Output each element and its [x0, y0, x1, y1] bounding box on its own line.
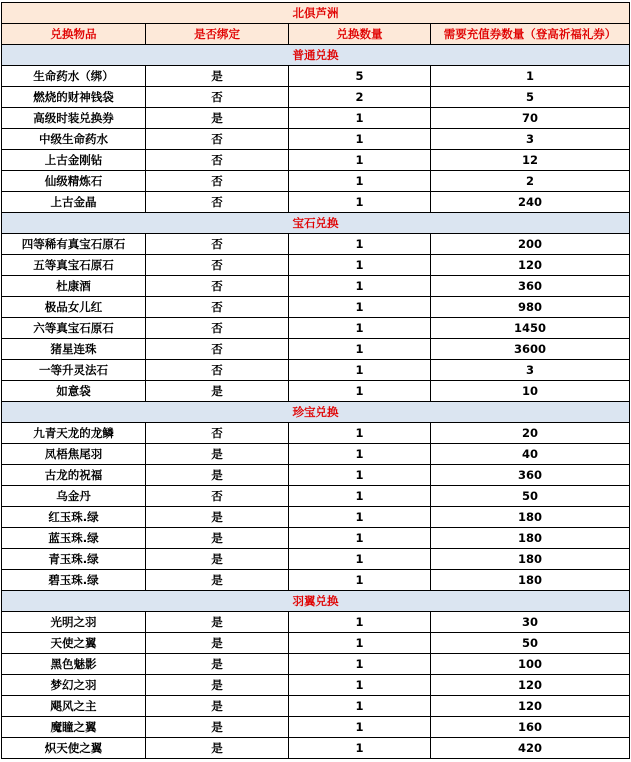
quantity-cell: 1 [289, 276, 431, 297]
quantity-cell: 1 [289, 654, 431, 675]
item-name-cell: 上古金刚钻 [2, 150, 146, 171]
quantity-cell: 1 [289, 318, 431, 339]
section-title: 珍宝兑换 [2, 402, 630, 423]
bound-cell: 是 [146, 381, 289, 402]
item-name-cell: 燃烧的财神钱袋 [2, 87, 146, 108]
bound-cell: 否 [146, 129, 289, 150]
voucher-cell: 180 [431, 507, 630, 528]
table-row [2, 108, 630, 129]
table-row [2, 381, 630, 402]
section-title: 羽翼兑换 [2, 591, 630, 612]
voucher-cell: 50 [431, 486, 630, 507]
item-name-cell: 天使之翼 [2, 633, 146, 654]
table-row [2, 528, 630, 549]
bound-cell: 是 [146, 549, 289, 570]
quantity-cell: 1 [289, 444, 431, 465]
voucher-cell: 360 [431, 465, 630, 486]
quantity-cell: 2 [289, 87, 431, 108]
bound-cell: 否 [146, 87, 289, 108]
voucher-cell: 180 [431, 528, 630, 549]
bound-cell: 是 [146, 633, 289, 654]
voucher-cell: 180 [431, 570, 630, 591]
bound-cell: 否 [146, 171, 289, 192]
item-name-cell: 黑色魅影 [2, 654, 146, 675]
voucher-cell: 120 [431, 696, 630, 717]
quantity-cell: 1 [289, 612, 431, 633]
voucher-cell: 2 [431, 171, 630, 192]
bound-cell: 否 [146, 192, 289, 213]
table-row [2, 738, 630, 759]
quantity-cell: 1 [289, 297, 431, 318]
quantity-cell: 1 [289, 507, 431, 528]
item-name-cell: 极品女儿红 [2, 297, 146, 318]
item-name-cell: 生命药水（绑） [2, 66, 146, 87]
quantity-cell: 1 [289, 465, 431, 486]
voucher-cell: 3 [431, 360, 630, 381]
item-name-cell: 仙级精炼石 [2, 171, 146, 192]
header-quantity: 兑换数量 [289, 24, 431, 45]
bound-cell: 是 [146, 444, 289, 465]
bound-cell: 否 [146, 360, 289, 381]
voucher-cell: 360 [431, 276, 630, 297]
bound-cell: 是 [146, 612, 289, 633]
table-row [2, 234, 630, 255]
voucher-cell: 30 [431, 612, 630, 633]
table-row [2, 150, 630, 171]
item-name-cell: 梦幻之羽 [2, 675, 146, 696]
item-name-cell: 五等真宝石原石 [2, 255, 146, 276]
quantity-cell: 1 [289, 423, 431, 444]
table-row [2, 66, 630, 87]
table-row [2, 423, 630, 444]
item-name-cell: 如意袋 [2, 381, 146, 402]
item-name-cell: 红玉珠.绿 [2, 507, 146, 528]
item-name-cell: 蓝玉珠.绿 [2, 528, 146, 549]
bound-cell: 否 [146, 486, 289, 507]
bound-cell: 是 [146, 696, 289, 717]
section-row [2, 402, 630, 423]
bound-cell: 否 [146, 297, 289, 318]
item-name-cell: 飓风之主 [2, 696, 146, 717]
quantity-cell: 1 [289, 486, 431, 507]
voucher-cell: 980 [431, 297, 630, 318]
bound-cell: 是 [146, 507, 289, 528]
quantity-cell: 1 [289, 129, 431, 150]
bound-cell: 是 [146, 738, 289, 759]
voucher-cell: 3600 [431, 339, 630, 360]
bound-cell: 是 [146, 675, 289, 696]
voucher-cell: 12 [431, 150, 630, 171]
bound-cell: 是 [146, 465, 289, 486]
item-name-cell: 碧玉珠.绿 [2, 570, 146, 591]
quantity-cell: 1 [289, 381, 431, 402]
quantity-cell: 1 [289, 171, 431, 192]
table-row [2, 654, 630, 675]
table-row [2, 171, 630, 192]
item-name-cell: 中级生命药水 [2, 129, 146, 150]
quantity-cell: 1 [289, 192, 431, 213]
bound-cell: 否 [146, 150, 289, 171]
table-row [2, 549, 630, 570]
item-name-cell: 古龙的祝福 [2, 465, 146, 486]
bound-cell: 是 [146, 717, 289, 738]
item-name-cell: 六等真宝石原石 [2, 318, 146, 339]
bound-cell: 是 [146, 528, 289, 549]
quantity-cell: 1 [289, 108, 431, 129]
voucher-cell: 5 [431, 87, 630, 108]
table-row [2, 360, 630, 381]
table-row [2, 486, 630, 507]
title-row [2, 3, 630, 24]
table-row [2, 444, 630, 465]
bound-cell: 否 [146, 423, 289, 444]
voucher-cell: 70 [431, 108, 630, 129]
item-name-cell: 青玉珠.绿 [2, 549, 146, 570]
bound-cell: 否 [146, 318, 289, 339]
table-row [2, 633, 630, 654]
table-row [2, 276, 630, 297]
voucher-cell: 1450 [431, 318, 630, 339]
table-row [2, 297, 630, 318]
item-name-cell: 杜康酒 [2, 276, 146, 297]
table-row [2, 87, 630, 108]
voucher-cell: 3 [431, 129, 630, 150]
voucher-cell: 1 [431, 66, 630, 87]
section-row [2, 591, 630, 612]
item-name-cell: 炽天使之翼 [2, 738, 146, 759]
item-name-cell: 猪星连珠 [2, 339, 146, 360]
table-row [2, 255, 630, 276]
quantity-cell: 1 [289, 528, 431, 549]
quantity-cell: 1 [289, 633, 431, 654]
quantity-cell: 1 [289, 675, 431, 696]
item-name-cell: 乌金丹 [2, 486, 146, 507]
voucher-cell: 40 [431, 444, 630, 465]
quantity-cell: 1 [289, 738, 431, 759]
section-row [2, 213, 630, 234]
section-title: 普通兑换 [2, 45, 630, 66]
bound-cell: 是 [146, 570, 289, 591]
voucher-cell: 120 [431, 255, 630, 276]
bound-cell: 是 [146, 654, 289, 675]
voucher-cell: 50 [431, 633, 630, 654]
bound-cell: 否 [146, 276, 289, 297]
bound-cell: 否 [146, 339, 289, 360]
voucher-cell: 120 [431, 675, 630, 696]
quantity-cell: 5 [289, 66, 431, 87]
table-row [2, 465, 630, 486]
table-row [2, 318, 630, 339]
table-row [2, 129, 630, 150]
quantity-cell: 1 [289, 570, 431, 591]
quantity-cell: 1 [289, 150, 431, 171]
voucher-cell: 20 [431, 423, 630, 444]
exchange-table [1, 2, 630, 759]
exchange-table-body [2, 3, 630, 759]
table-row [2, 507, 630, 528]
voucher-cell: 180 [431, 549, 630, 570]
table-row [2, 339, 630, 360]
item-name-cell: 凤梧焦尾羽 [2, 444, 146, 465]
section-title: 宝石兑换 [2, 213, 630, 234]
voucher-cell: 200 [431, 234, 630, 255]
voucher-cell: 160 [431, 717, 630, 738]
header-item: 兑换物品 [2, 24, 146, 45]
table-title: 北俱芦洲 [2, 3, 630, 24]
item-name-cell: 魔瞳之翼 [2, 717, 146, 738]
voucher-cell: 420 [431, 738, 630, 759]
bound-cell: 否 [146, 255, 289, 276]
header-bound: 是否绑定 [146, 24, 289, 45]
voucher-cell: 240 [431, 192, 630, 213]
voucher-cell: 10 [431, 381, 630, 402]
table-row [2, 612, 630, 633]
quantity-cell: 1 [289, 339, 431, 360]
quantity-cell: 1 [289, 717, 431, 738]
table-row [2, 192, 630, 213]
quantity-cell: 1 [289, 234, 431, 255]
table-row [2, 570, 630, 591]
quantity-cell: 1 [289, 549, 431, 570]
section-row [2, 45, 630, 66]
item-name-cell: 一等升灵法石 [2, 360, 146, 381]
item-name-cell: 光明之羽 [2, 612, 146, 633]
item-name-cell: 九青天龙的龙鳞 [2, 423, 146, 444]
item-name-cell: 上古金晶 [2, 192, 146, 213]
table-row [2, 675, 630, 696]
bound-cell: 是 [146, 66, 289, 87]
bound-cell: 否 [146, 234, 289, 255]
table-row [2, 717, 630, 738]
item-name-cell: 四等稀有真宝石原石 [2, 234, 146, 255]
header-row [2, 24, 630, 45]
table-row [2, 696, 630, 717]
quantity-cell: 1 [289, 696, 431, 717]
header-vouchers: 需要充值券数量（登高祈福礼券） [431, 24, 630, 45]
voucher-cell: 100 [431, 654, 630, 675]
quantity-cell: 1 [289, 360, 431, 381]
bound-cell: 是 [146, 108, 289, 129]
quantity-cell: 1 [289, 255, 431, 276]
item-name-cell: 高级时装兑换券 [2, 108, 146, 129]
